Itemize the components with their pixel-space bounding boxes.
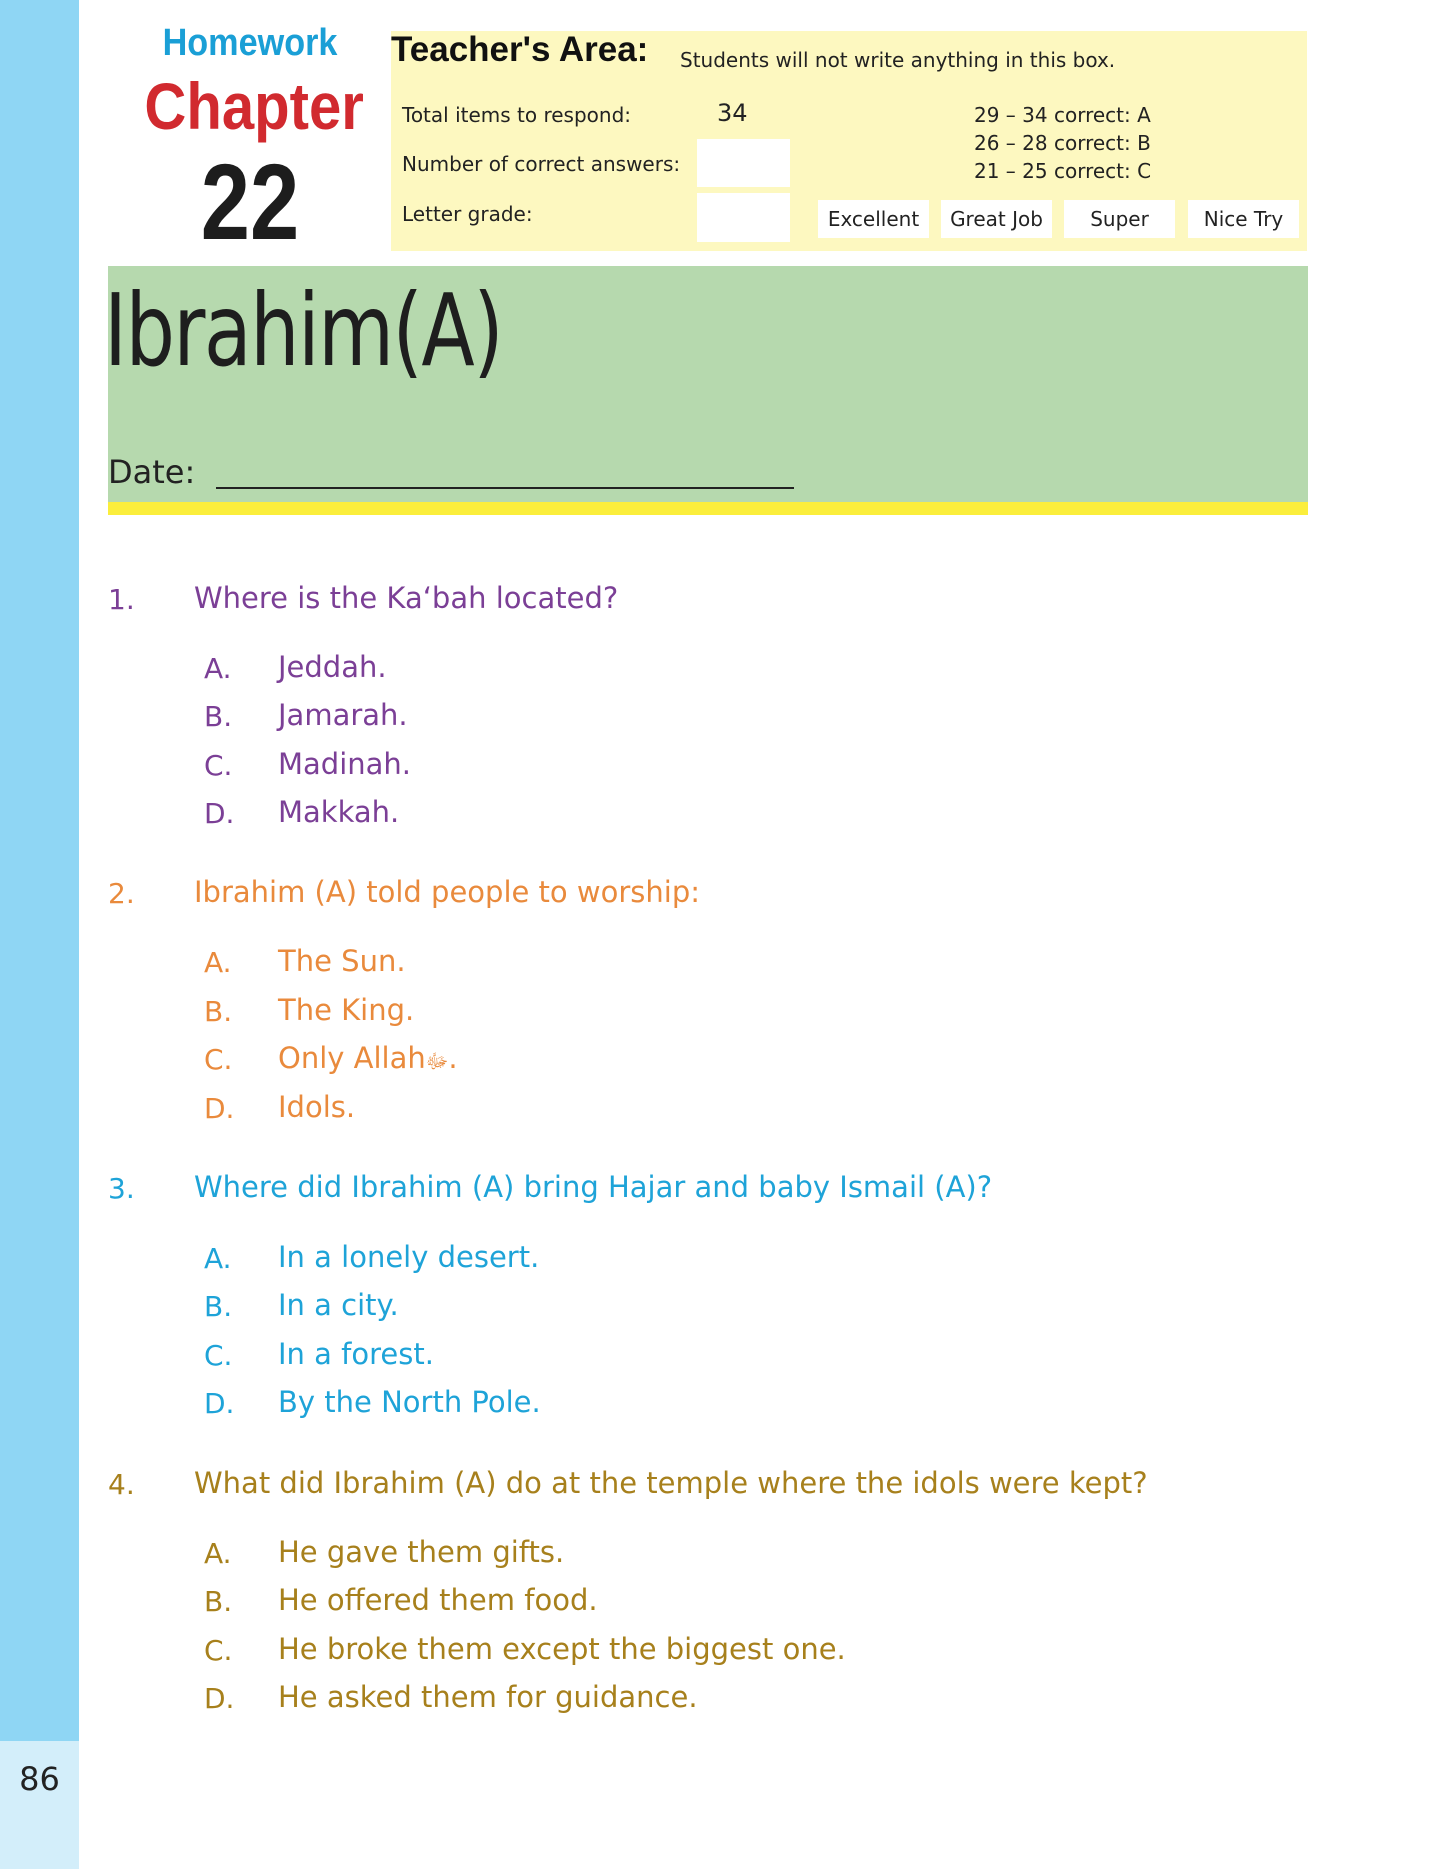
q3-option-b[interactable]: In a city. xyxy=(278,1288,399,1322)
correct-answers-label: Number of correct answers: xyxy=(402,152,681,176)
q2-option-d-letter: D. xyxy=(204,1092,235,1125)
q3-option-c-letter: C. xyxy=(204,1339,233,1372)
question-3-text: Where did Ibrahim (A) bring Hajar and baby Ismail (A)? xyxy=(194,1170,993,1204)
q1-option-a[interactable]: Jeddah. xyxy=(278,650,387,684)
q2-option-d[interactable]: Idols. xyxy=(278,1090,356,1124)
q1-option-a-letter: A. xyxy=(204,652,232,685)
q2-option-c-text: Only Allah xyxy=(278,1041,426,1075)
q1-option-d[interactable]: Makkah. xyxy=(278,795,400,829)
lesson-title: Ibrahim(A) xyxy=(104,272,503,389)
date-input-line[interactable] xyxy=(216,487,794,489)
chapter-number: 22 xyxy=(200,141,300,262)
q4-option-d-letter: D. xyxy=(204,1682,235,1715)
question-1-number: 1. xyxy=(108,583,135,616)
question-1-text: Where is the Ka‘bah located? xyxy=(194,581,619,615)
rating-super[interactable]: Super xyxy=(1064,200,1175,238)
letter-grade-label: Letter grade: xyxy=(402,202,533,226)
total-items-value: 34 xyxy=(717,99,748,127)
q3-option-a[interactable]: In a lonely desert. xyxy=(278,1240,540,1274)
q4-option-a[interactable]: He gave them gifts. xyxy=(278,1535,565,1569)
rating-great-job[interactable]: Great Job xyxy=(941,200,1052,238)
q2-option-b-letter: B. xyxy=(204,995,233,1028)
q4-option-b-letter: B. xyxy=(204,1585,233,1618)
total-items-label: Total items to respond: xyxy=(402,103,632,127)
q3-option-b-letter: B. xyxy=(204,1290,233,1323)
correct-answers-field[interactable] xyxy=(697,139,790,187)
q4-option-a-letter: A. xyxy=(204,1537,232,1570)
honorific-glyph: ﷻ xyxy=(425,1049,449,1073)
teacher-area-note: Students will not write anything in this box. xyxy=(680,48,1116,72)
date-label: Date: xyxy=(108,453,196,491)
q2-option-c-letter: C. xyxy=(204,1043,233,1076)
q1-option-b[interactable]: Jamarah. xyxy=(278,698,408,732)
letter-grade-field[interactable] xyxy=(697,193,790,242)
q4-option-b[interactable]: He offered them food. xyxy=(278,1583,598,1617)
rating-excellent[interactable]: Excellent xyxy=(818,200,929,238)
q2-option-c[interactable] xyxy=(278,1041,458,1078)
question-4-number: 4. xyxy=(108,1468,135,1501)
chapter-label: Chapter xyxy=(144,69,364,143)
grade-scale-b: 26 – 28 correct: B xyxy=(974,131,1151,155)
teacher-area-title: Teacher's Area: xyxy=(391,30,649,69)
q2-option-a-letter: A. xyxy=(204,946,232,979)
grade-scale-a: 29 – 34 correct: A xyxy=(974,103,1151,127)
q1-option-c[interactable]: Madinah. xyxy=(278,747,412,781)
q1-option-b-letter: B. xyxy=(204,700,233,733)
q4-option-c-letter: C. xyxy=(204,1634,233,1667)
question-2-text: Ibrahim (A) told people to worship: xyxy=(194,875,700,909)
q4-option-c[interactable]: He broke them except the biggest one. xyxy=(278,1632,846,1666)
q2-option-b[interactable]: The King. xyxy=(278,993,415,1027)
q1-option-c-letter: C. xyxy=(204,749,233,782)
q3-option-a-letter: A. xyxy=(204,1242,232,1275)
q2-option-a[interactable]: The Sun. xyxy=(278,944,406,978)
grade-scale-c: 21 – 25 correct: C xyxy=(974,159,1152,183)
page-number: 86 xyxy=(19,1760,60,1798)
homework-label: Homework xyxy=(162,22,338,64)
q3-option-c[interactable]: In a forest. xyxy=(278,1337,434,1371)
question-2-number: 2. xyxy=(108,877,135,910)
banner-underline xyxy=(108,502,1308,515)
question-3-number: 3. xyxy=(108,1172,135,1205)
rating-nice-try[interactable]: Nice Try xyxy=(1188,200,1299,238)
question-4-text: What did Ibrahim (A) do at the temple where the idols were kept? xyxy=(194,1466,1148,1500)
q1-option-d-letter: D. xyxy=(204,797,235,830)
page-sidebar xyxy=(0,0,79,1741)
q2-option-c-suffix: . xyxy=(448,1041,458,1075)
q3-option-d[interactable]: By the North Pole. xyxy=(278,1385,541,1419)
q4-option-d[interactable]: He asked them for guidance. xyxy=(278,1680,698,1714)
q3-option-d-letter: D. xyxy=(204,1387,235,1420)
